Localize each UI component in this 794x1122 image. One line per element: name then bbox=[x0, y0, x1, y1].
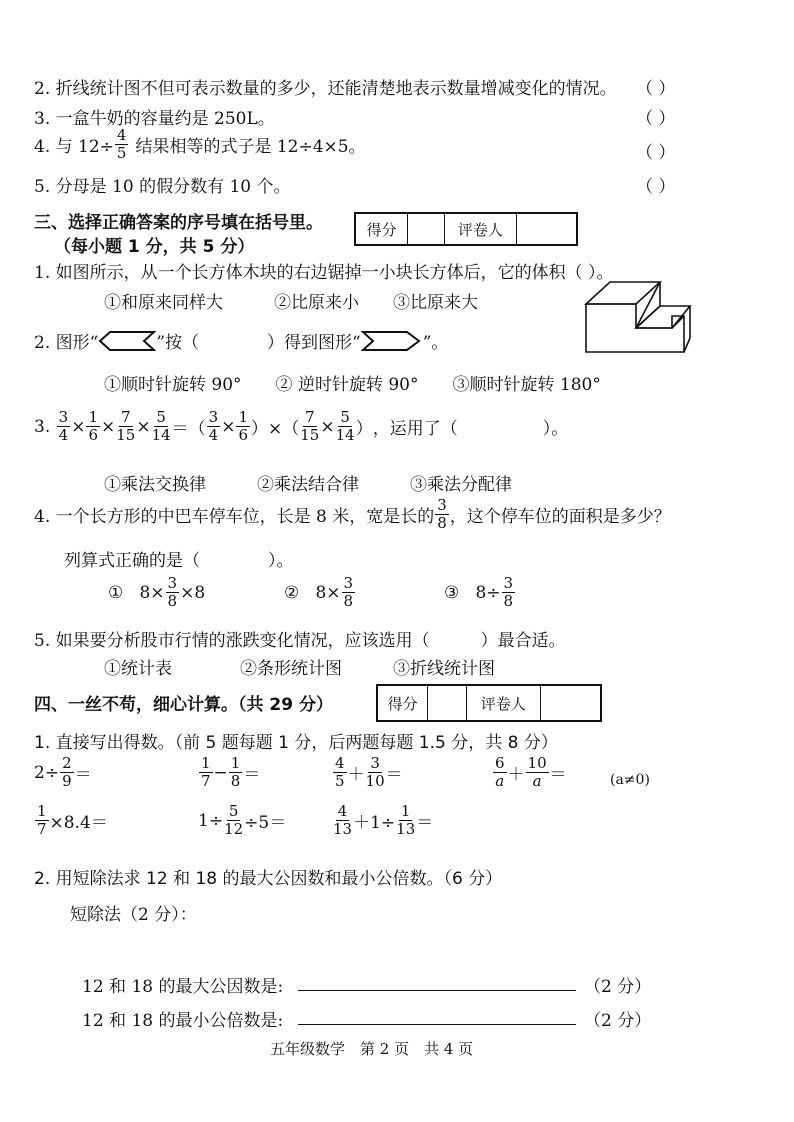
s3-q2-text: 2. 图形“ bbox=[34, 333, 99, 353]
fraction: $\frac{7}{15}$ bbox=[300, 408, 320, 444]
score-box bbox=[376, 684, 602, 722]
s3-q5-options: ①统计表 ②条形统计图 ③折线统计图 bbox=[104, 659, 495, 679]
answer-paren[interactable]: （ ） bbox=[636, 79, 676, 99]
grader-label: 评卷人 bbox=[445, 214, 517, 244]
page-footer: 五年级数学 第 2 页 共 4 页 bbox=[270, 1040, 474, 1058]
judge-q4 bbox=[34, 128, 366, 161]
s3-q1: 1. 如图所示，从一个长方体木块的右边锯掉一小块长方体后，它的体积（ ）。 bbox=[34, 263, 614, 283]
fraction: $\frac{3}{4}$ bbox=[208, 408, 219, 444]
calc-item: 1÷ $\frac{5}{12}$ ÷5＝ bbox=[198, 802, 287, 838]
calc-item: 2÷ $\frac{2}{9}$ ＝ bbox=[34, 754, 92, 790]
score-box bbox=[354, 212, 578, 246]
score-cell[interactable] bbox=[408, 214, 445, 244]
fraction: $\frac{3}{8}$ bbox=[437, 496, 447, 532]
s3-q5: 5. 如果要分析股市行情的涨跌变化情况，应该选用（ ）最合适。 bbox=[34, 631, 566, 651]
fraction: $\frac{3}{4}$ bbox=[58, 408, 69, 444]
fraction: $\frac{1}{6}$ bbox=[238, 408, 249, 444]
s3-q1-options: ①和原来同样大 ②比原来小 ③比原来大 bbox=[104, 293, 478, 313]
fraction: $\frac{5}{14}$ bbox=[335, 408, 355, 444]
section4-title: 四、一丝不苟，细心计算。（共 29 分） bbox=[34, 695, 333, 715]
s4-q1: 1. 直接写出得数。（前 5 题每题 1 分，后两题每题 1.5 分，共 8 分） bbox=[34, 733, 558, 753]
judge-q4-text: 4. 与 12÷ bbox=[34, 137, 114, 157]
calc-item: $\frac{4}{13}$ ＋1÷ $\frac{1}{13}$ ＝ bbox=[333, 802, 434, 838]
fraction: $\frac{7}{15}$ bbox=[116, 408, 136, 444]
s3-q4-option1: ① 8× $\frac{3}{8}$ ×8 bbox=[108, 574, 206, 610]
calc-item: $\frac{1}{7}$ − $\frac{1}{8}$ ＝ bbox=[201, 754, 261, 790]
gcd-points: （2 分） bbox=[584, 977, 652, 997]
calc-item: $\frac{4}{5}$ ＋ $\frac{3}{10}$ ＝ bbox=[335, 754, 403, 790]
s3-q2 bbox=[34, 328, 448, 353]
calc-item: $\frac{1}{7}$ ×8.4＝ bbox=[37, 802, 108, 838]
s3-q2-text2: ”按（ ）得到图形“ bbox=[156, 333, 361, 353]
grader-cell[interactable] bbox=[541, 686, 600, 720]
score-label: 得分 bbox=[356, 214, 408, 244]
s3-q4-text: 4. 一个长方形的中巴车停车位，长是 8 米，宽是长的 bbox=[34, 507, 435, 527]
lcm-answer-line[interactable] bbox=[298, 1024, 576, 1025]
gcd-answer-line[interactable] bbox=[298, 990, 576, 991]
fraction: $\frac{1}{6}$ bbox=[88, 408, 98, 444]
s3-q3-options: ①乘法交换律 ②乘法结合律 ③乘法分配律 bbox=[104, 475, 512, 495]
s3-q4-prompt: 列算式正确的是（ ）。 bbox=[64, 551, 294, 571]
s3-q3: 3. $\frac{3}{4}$ × $\frac{1}{6}$ × $\frac{7}{15}$ × $\frac{5}{14}$ ＝（ $\frac{3}{4}$ × $\frac{1}{6}$ ）×（ $\frac{7}{15}$ × $\frac{5}{14}$ ） ，运用了（ ）。 bbox=[34, 408, 569, 444]
answer-paren[interactable]: （ ） bbox=[636, 109, 676, 129]
gcd-label: 12 和 18 的最大公因数是: bbox=[82, 977, 284, 997]
judge-q3: 3. 一盒牛奶的容量约是 250L。 bbox=[34, 109, 275, 129]
section3-subtitle: （每小题 1 分，共 5 分） bbox=[54, 237, 255, 257]
fraction: $\frac{4}{5}$ bbox=[116, 126, 127, 162]
lcm-points: （2 分） bbox=[584, 1011, 652, 1031]
score-label: 得分 bbox=[378, 686, 428, 720]
judge-q2: 2. 折线统计图不但可表示数量的多少，还能清楚地表示数量增减变化的情况。 bbox=[34, 79, 617, 99]
s4-q2: 2. 用短除法求 12 和 18 的最大公因数和最小公倍数。（6 分） bbox=[34, 869, 503, 889]
s3-q3-text: ，运用了（ ）。 bbox=[372, 419, 569, 439]
cuboid-figure bbox=[580, 276, 692, 356]
answer-paren[interactable]: （ ） bbox=[636, 143, 676, 163]
s3-q4-option3: ③ 8÷ $\frac{3}{8}$ bbox=[444, 574, 514, 610]
section3-title: 三、选择正确答案的序号填在括号里。 bbox=[34, 213, 323, 233]
s3-q4 bbox=[34, 498, 671, 531]
judge-q4-text2: 结果相等的式子是 12÷4×5。 bbox=[135, 137, 366, 157]
s3-q4-text2: ，这个停车位的面积是多少？ bbox=[449, 507, 671, 527]
calc-item: $\frac{6}{a}$ ＋ $\frac{10}{a}$ ＝ bbox=[495, 754, 567, 790]
s3-q2-text3: ”。 bbox=[422, 333, 449, 353]
short-division-label: 短除法（2 分）： bbox=[70, 905, 197, 925]
right-arrow-shape-icon bbox=[361, 330, 423, 352]
s3-q2-options: ①顺时针旋转 90° ② 逆时针旋转 90° ③顺时针旋转 180° bbox=[104, 375, 601, 395]
grader-label: 评卷人 bbox=[467, 686, 541, 720]
fraction: $\frac{5}{14}$ bbox=[151, 408, 171, 444]
s3-q3-num: 3. bbox=[34, 416, 51, 437]
score-cell[interactable] bbox=[428, 686, 466, 720]
judge-q5: 5. 分母是 10 的假分数有 10 个。 bbox=[34, 177, 291, 197]
a-condition-note: (a≠0) bbox=[610, 772, 650, 788]
lcm-label: 12 和 18 的最小公倍数是: bbox=[82, 1011, 284, 1031]
s3-q4-option2: ② 8× $\frac{3}{8}$ bbox=[284, 574, 354, 610]
answer-paren[interactable]: （ ） bbox=[636, 177, 676, 197]
grader-cell[interactable] bbox=[517, 214, 576, 244]
left-arrow-shape-icon bbox=[98, 330, 156, 352]
